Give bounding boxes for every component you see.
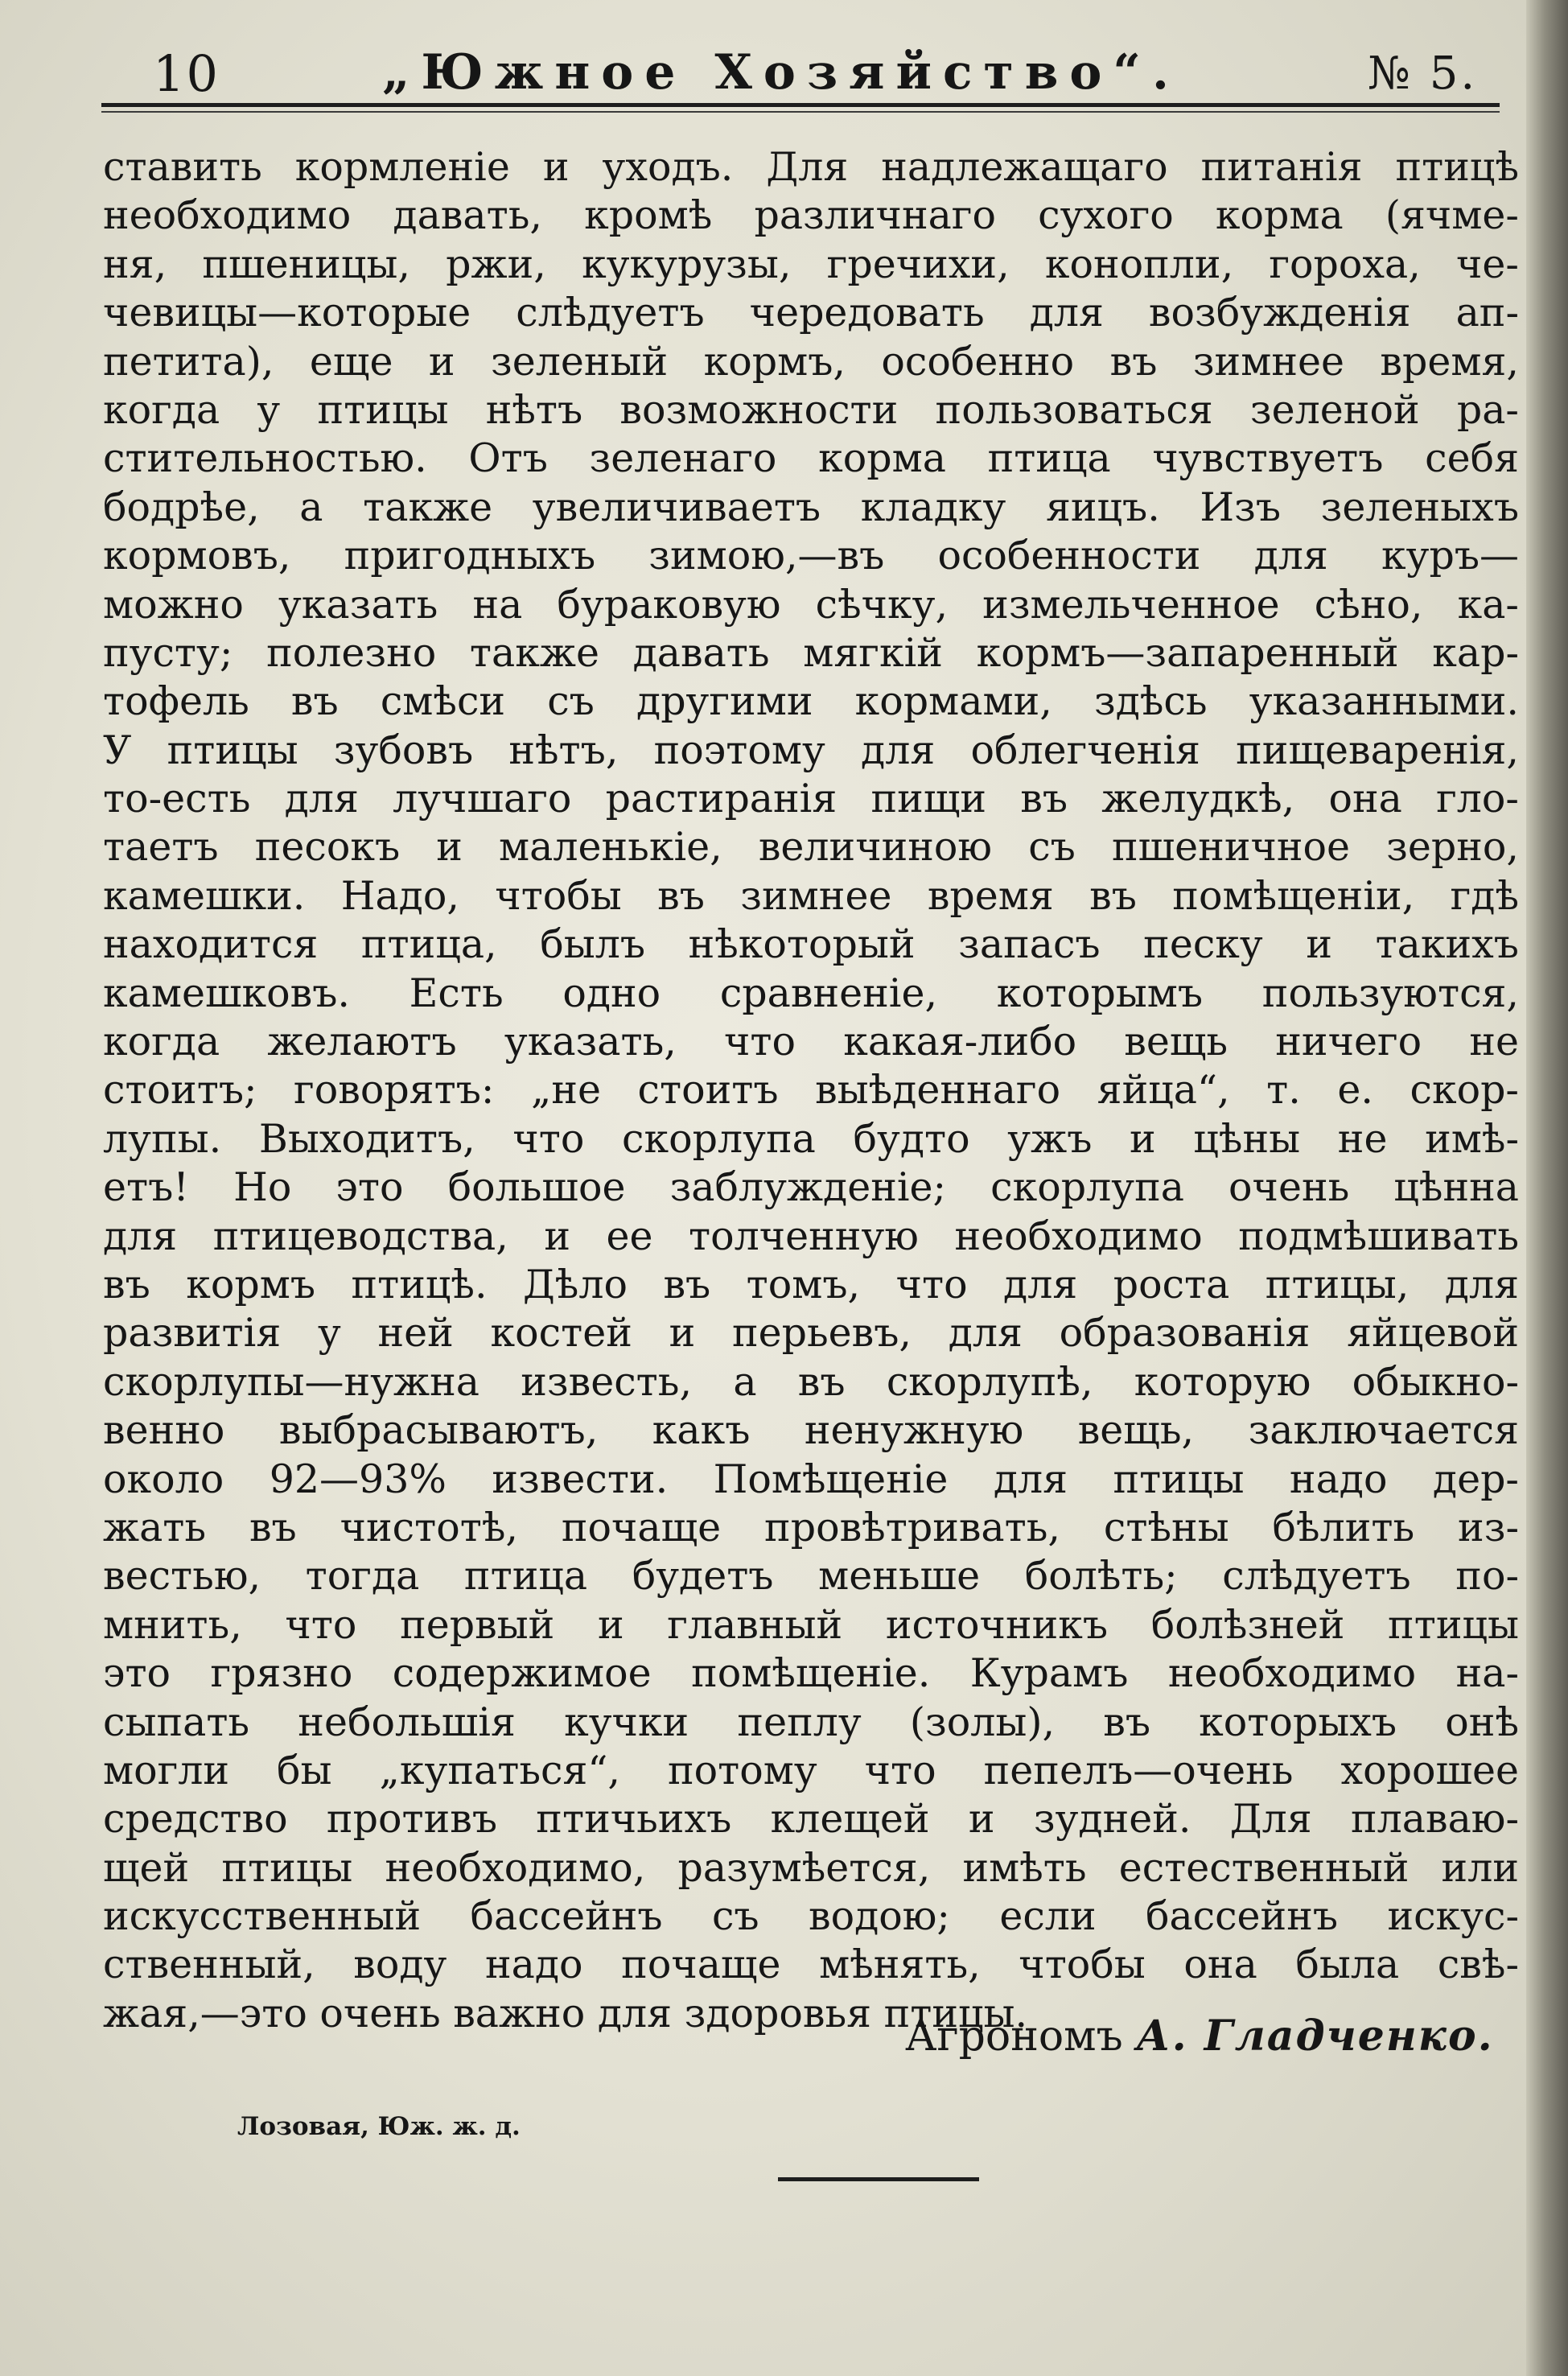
text-line: жая,—это очень важно для здоровья птицы. [103,1990,1028,2036]
text-line: петита), еще и зеленый кормъ, особенно въ зимнее время, [103,338,1519,385]
running-header [105,44,1504,109]
journal-title: „Южное Хозяйство“. [382,44,1180,101]
text-line: мнить, что первый и главный источникъ болѣзней птицы [103,1601,1519,1648]
text-line: около 92—93% извести. Помѣщеніе для птицы надо дер- [103,1456,1519,1502]
page-spine-edge [1526,0,1568,2376]
text-line: средство противъ птичьихъ клещей и зудней. Для плаваю- [103,1796,1519,1843]
text-line: венно выбрасываютъ, какъ ненужную вещь, заключается [103,1407,1519,1454]
text-line: когда желаютъ указать, что какая-либо вещь ничего не [103,1019,1519,1065]
text-line: искусственный бассейнъ съ водою; если бассейнъ искус- [103,1893,1519,1940]
article-body [103,143,1519,2038]
text-line: развитія у ней костей и перьевъ, для образованія яйцевой [103,1310,1519,1357]
page-number: 10 [153,44,220,103]
author-title: Агрономъ [905,2012,1123,2061]
text-line: чевицы—которые слѣдуетъ чередовать для возбужденія ап- [103,290,1519,336]
issue-number: № 5. [1368,47,1478,100]
text-line: тофель въ смѣси съ другими кормами, здѣсь указанными. [103,678,1519,725]
text-line: бодрѣе, а также увеличиваетъ кладку яицъ. Изъ зеленыхъ [103,484,1519,530]
text-line: для птицеводства, и ее толченную необходимо подмѣшивать [103,1213,1519,1259]
text-line: скорлупы—нужна известь, а въ скорлупѣ, которую обыкно- [103,1358,1519,1405]
text-line: въ кормъ птицѣ. Дѣло въ томъ, что для роста птицы, для [103,1261,1519,1307]
text-line: камешки. Надо, чтобы въ зимнее время въ помѣщеніи, гдѣ [103,872,1519,919]
header-rule [101,103,1500,107]
author-signature [905,2012,1494,2061]
text-line: то-есть для лучшаго растиранія пищи въ желудкѣ, она гло- [103,776,1519,822]
author-name: А. Гладченко. [1136,2012,1494,2061]
text-line: жать въ чистотѣ, почаще провѣтривать, стѣны бѣлить из- [103,1504,1519,1550]
text-line: ня, пшеницы, ржи, кукурузы, гречихи, конопли, гороха, че- [103,241,1519,287]
text-line: необходимо давать, кромѣ различнаго сухого корма (ячме- [103,192,1519,239]
text-line: таетъ песокъ и маленькіе, величиною съ пшеничное зерно, [103,824,1519,871]
text-line: лупы. Выходитъ, что скорлупа будто ужъ и цѣны не имѣ- [103,1115,1519,1162]
text-line: сыпать небольшія кучки пеплу (золы), въ которыхъ онѣ [103,1699,1519,1745]
text-line: пусту; полезно также давать мягкій кормъ—запаренный кар- [103,629,1519,676]
text-line: камешковъ. Есть одно сравненіе, которымъ пользуются, [103,970,1519,1016]
text-line: ственный, воду надо почаще мѣнять, чтобы она была свѣ- [103,1942,1519,1988]
text-line: находится птица, былъ нѣкоторый запасъ песку и такихъ [103,921,1519,968]
end-rule [778,2177,979,2181]
text-line: ставить кормленіе и уходъ. Для надлежащаго питанія птицѣ [103,144,1519,190]
place-line: Лозовая, Юж. ж. д. [237,2112,521,2141]
text-line: когда у птицы нѣтъ возможности пользоваться зеленой ра- [103,386,1519,433]
text-line: щей птицы необходимо, разумѣется, имѣть естественный или [103,1844,1519,1891]
text-line: кормовъ, пригодныхъ зимою,—въ особенности для куръ— [103,533,1519,579]
text-line: вестью, тогда птица будетъ меньше болѣть; слѣдуетъ по- [103,1553,1519,1600]
text-line: стоитъ; говорятъ: „не стоитъ выѣденнаго яйца“, т. е. скор- [103,1067,1519,1114]
text-line: могли бы „купаться“, потому что пепелъ—очень хорошее [103,1747,1519,1793]
text-line: У птицы зубовъ нѣтъ, поэтому для облегченія пищеваренія, [103,727,1519,773]
header-rule-thin [101,111,1500,113]
text-line: это грязно содержимое помѣщеніе. Курамъ необходимо на- [103,1650,1519,1697]
text-line: етъ! Но это большое заблужденіе; скорлупа очень цѣнна [103,1164,1519,1211]
text-line: можно указать на бураковую сѣчку, измельченное сѣно, ка- [103,581,1519,628]
text-line: стительностью. Отъ зеленаго корма птица чувствуетъ себя [103,435,1519,482]
